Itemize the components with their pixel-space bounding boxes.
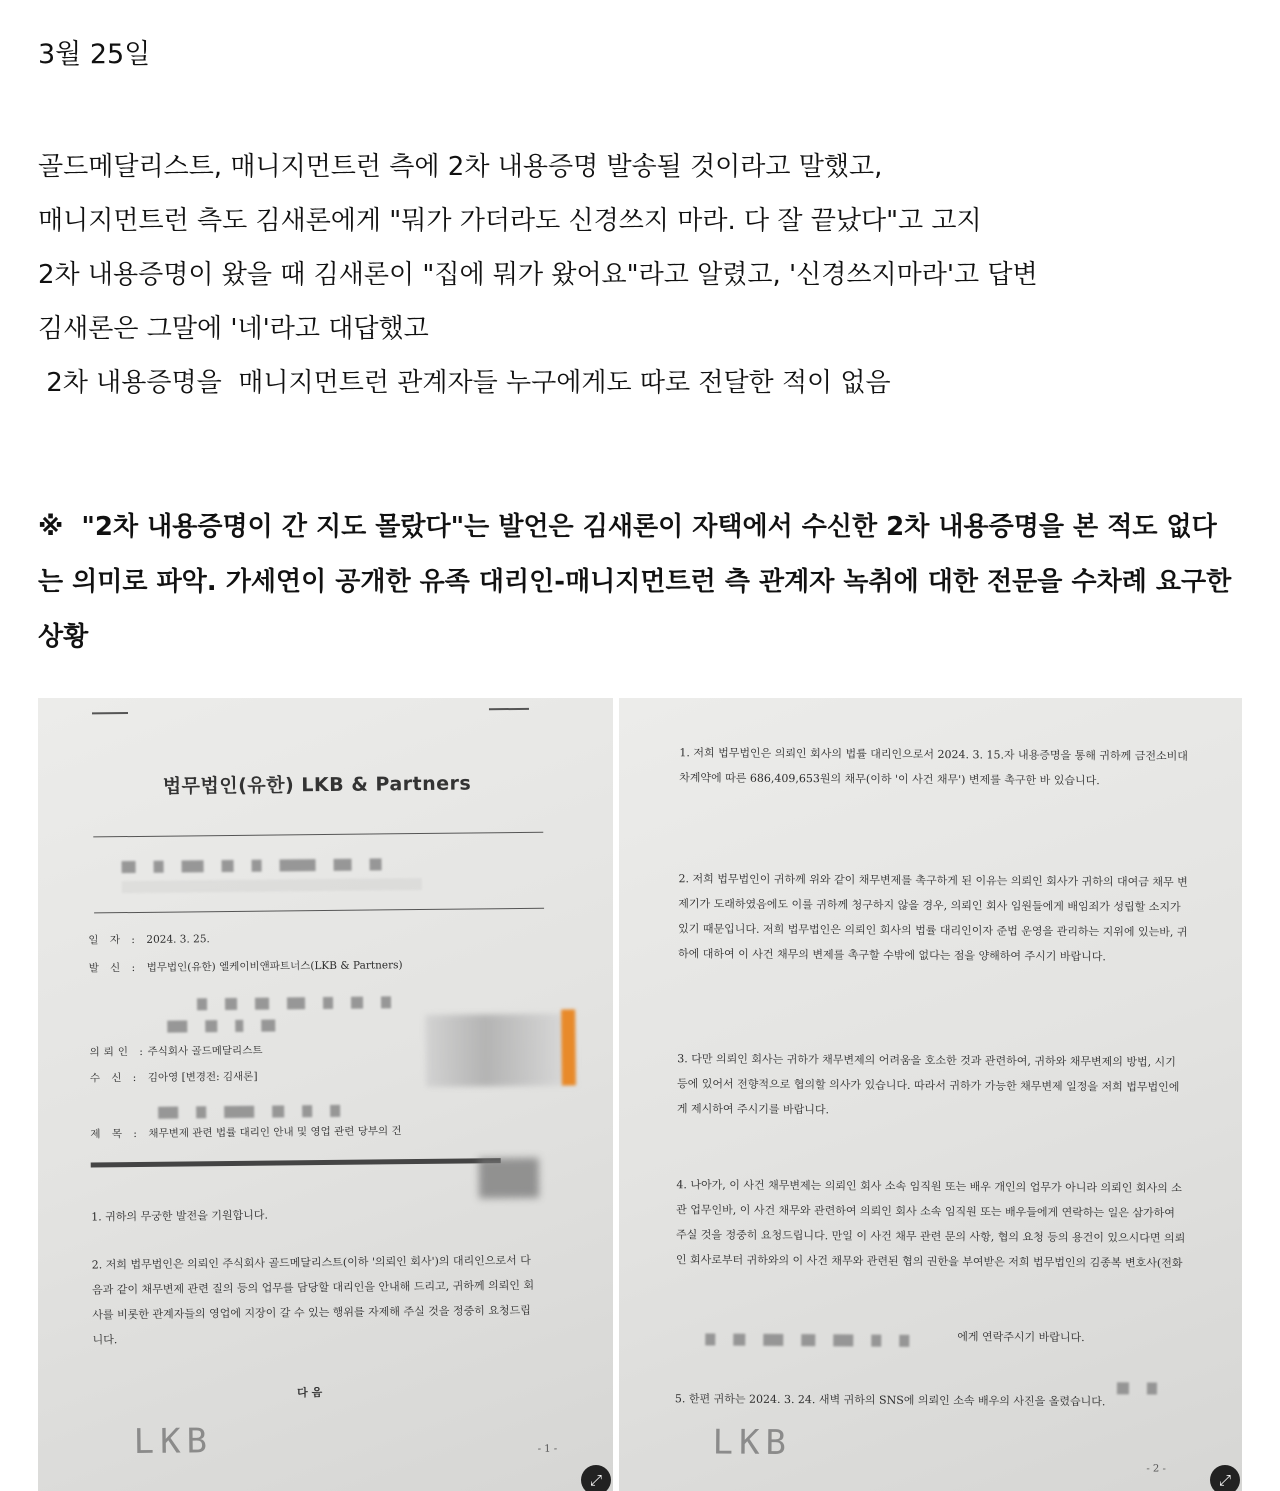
expand-icon[interactable]: ⤢	[1210, 1465, 1240, 1491]
lkb-logo: LKB	[712, 1422, 793, 1464]
letter-field-subject: 제 목 : 채무변제 관련 법률 대리인 안내 및 영업 관련 당부의 건	[90, 1125, 402, 1141]
letter-field-sender: 발 신 : 법무법인(유한) 엘케이비앤파트너스(LKB & Partners)	[88, 959, 403, 975]
paragraph-line: 매니지먼트런 측도 김새론에게 "뭐가 가더라도 신경쓰지 마라. 다 잘 끝났다"고 고지	[38, 206, 982, 236]
post-date: 3월 25일	[38, 39, 151, 70]
redacted-mark	[479, 1158, 539, 1199]
expand-icon[interactable]: ⤢	[581, 1465, 611, 1491]
letter-item-2: 2. 저희 법무법인이 귀하께 위와 같이 채무변제를 촉구하게 된 이유는 의뢰인 회사가 귀하의 대여금 채무 변제기가 도래하였음에도 이를 귀하께 청구하지 않을 경우, 의뢰인 회사 임원들에게 배임죄가 성립할 소지가 있기 때문입니다. 저희 법무법인은 의뢰인 회사의 법률 대리인이자 준법 운영을 관리하는 지위에 있는바, 귀하에 대하여 이 사건 채무의 변제를 촉구할 수밖에 없다는 점을 양해하여 주시기 바랍니다.	[677, 872, 1188, 964]
redacted-stamp	[425, 1013, 576, 1087]
letter-page-1	[38, 698, 613, 1491]
redacted-phone	[705, 1330, 927, 1344]
divider	[92, 712, 128, 714]
redacted-address	[122, 875, 440, 890]
letter-page-2	[619, 698, 1242, 1491]
paragraph-line: 2차 내용증명을 매니지먼트런 관계자들 누구에게도 따로 전달한 적이 없음	[38, 368, 891, 398]
redacted-text	[158, 1102, 358, 1116]
letter-center-heading: 다 음	[297, 1386, 323, 1400]
redacted-text	[197, 993, 409, 1007]
letter-item-1: 1. 저희 법무법인은 의뢰인 회사의 법률 대리인으로서 2024. 3. 15.자 내용증명을 통해 귀하께 금전소비대차계약에 따른 686,409,653원의 채무(이하 '이 사건 채무') 변제를 촉구한 바 있습니다.	[679, 746, 1189, 788]
letter-field-date: 일 자 : 2024. 3. 25.	[88, 933, 210, 947]
letter-photo-page-2[interactable]	[619, 698, 1242, 1491]
page-number: - 2 -	[1146, 1463, 1166, 1475]
letter-item-1: 1. 귀하의 무궁한 발전을 기원합니다.	[91, 1208, 269, 1224]
letter-field-client: 의뢰인 :주식회사 골드메달리스트	[89, 1044, 263, 1059]
stamp-edge	[561, 1009, 576, 1085]
letter-field-recipient: 수 신 : 김아영 [변경전: 김새론]	[89, 1070, 258, 1085]
lkb-logo: LKB	[133, 1421, 214, 1463]
redacted-address	[122, 855, 400, 870]
divider	[93, 832, 543, 838]
bold-note: ※ "2차 내용증명이 간 지도 몰랐다"는 발언은 김새론이 자택에서 수신한 2차 내용증명을 본 적도 없다는 의미로 파악. 가세연이 공개한 유족 대리인-매니지먼트런 측 관계자 녹취에 대한 전문을 수차례 요구한 상황	[38, 512, 1241, 652]
paragraph-line: 골드메달리스트, 매니지먼트런 측에 2차 내용증명 발송될 것이라고 말했고,	[38, 152, 883, 182]
letter-item-5: 5. 한편 귀하는 2024. 3. 24. 새벽 귀하의 SNS에 의뢰인 소속 배우의 사진을 올렸습니다.	[674, 1392, 1106, 1409]
letter-item-4-end: 에게 연락주시기 바랍니다.	[957, 1330, 1085, 1345]
firm-name: 법무법인(유한) LKB & Partners	[162, 772, 472, 798]
page-number: - 1 -	[537, 1443, 558, 1455]
redacted-text	[167, 1016, 293, 1029]
paragraph-line: 2차 내용증명이 왔을 때 김새론이 "집에 뭐가 왔어요"라고 알렸고, '신경쓰지마라'고 답변	[38, 260, 1038, 290]
paragraph-line: 김새론은 그말에 '네'라고 대답했고	[38, 314, 429, 344]
letter-item-2: 2. 저희 법무법인은 의뢰인 주식회사 골드메달리스트(이하 '의뢰인 회사')의 대리인으로서 다음과 같이 채무변제 관련 질의 등의 업무를 담당할 대리인을 안내해 드리고, 귀하께 의뢰인 회사를 비롯한 관계자들의 영업에 지장이 갈 수 있는 행위를 자제해 주실 것을 정중히 요청드립니다.	[91, 1253, 535, 1347]
divider	[91, 1158, 501, 1167]
letter-item-4: 4. 나아가, 이 사건 채무변제는 의뢰인 회사 소속 임직원 또는 배우 개인의 업무가 아니라 의뢰인 회사의 소관 업무인바, 이 사건 채무와 관련하여 의뢰인 회사 소속 임직원 또는 배우들에게 연락하는 일은 삼가하여 주실 것을 정중히 요청드립니다. 만일 이 사건 채무 관련 문의 사항, 협의 요청 등의 용건이 있으시다면 의뢰인 회사로부터 귀하와의 이 사건 채무와 관련된 협의 권한을 부여받은 저희 법무법인의 김종복 변호사(전화	[675, 1178, 1186, 1270]
letter-item-3: 3. 다만 의뢰인 회사는 귀하가 채무변제의 어려움을 호소한 것과 관련하여, 귀하와 채무변제의 방법, 시기 등에 있어서 전향적으로 협의할 의사가 있습니다. 따라서 귀하가 가능한 채무변제 일정을 저희 법무법인에게 제시하여 주시기를 바랍니다.	[676, 1052, 1180, 1117]
post-paragraph	[38, 140, 1248, 410]
letter-photo-page-1[interactable]	[38, 698, 613, 1491]
divider	[489, 708, 529, 710]
divider	[94, 908, 544, 914]
